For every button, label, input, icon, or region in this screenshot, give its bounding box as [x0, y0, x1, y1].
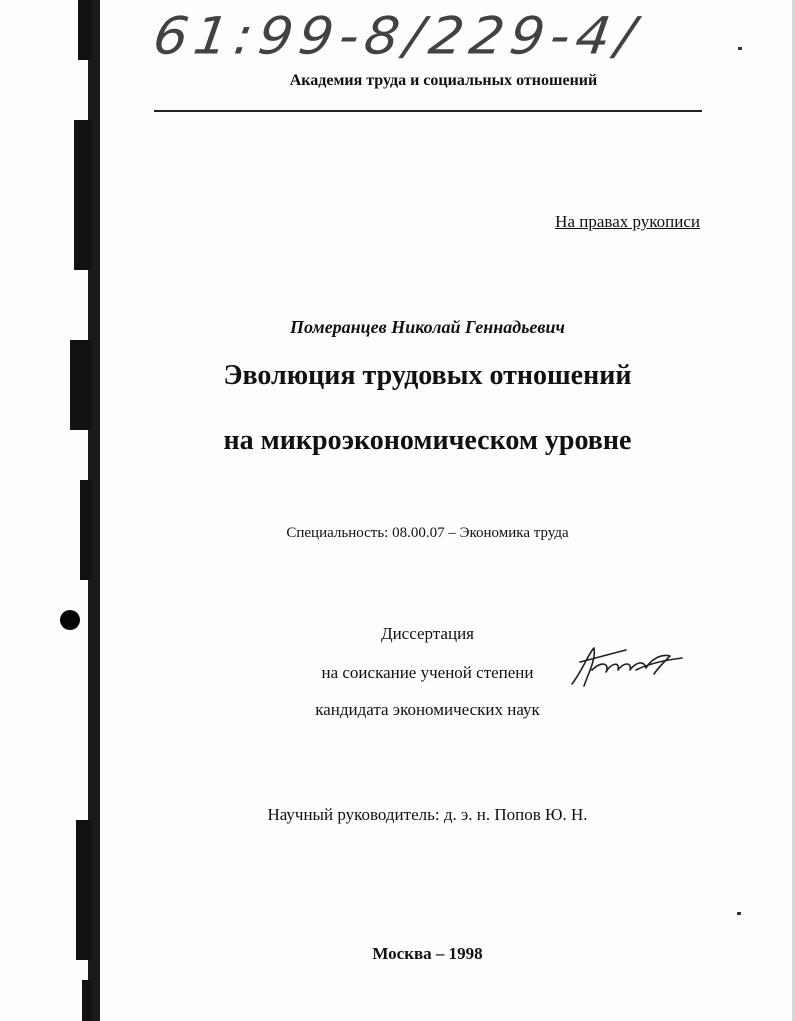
supervisor: Научный руководитель: д. э. н. Попов Ю. Н.: [267, 805, 588, 824]
dissertation-line-2: на соискание ученой степени: [321, 663, 534, 682]
city-year: Москва – 1998: [372, 944, 483, 963]
handwritten-signature: [566, 640, 686, 692]
stray-mark: [738, 47, 742, 50]
title-line-1: Эволюция трудовых отношений: [223, 360, 632, 391]
scan-edge-blob: [78, 0, 92, 60]
institution-name: Академия труда и социальных отношений: [289, 72, 598, 89]
dissertation-line-1: Диссертация: [380, 624, 474, 643]
dissertation-line-3: кандидата экономических наук: [315, 700, 540, 719]
specialty: Специальность: 08.00.07 – Экономика труда: [286, 525, 569, 541]
header-divider: [154, 110, 702, 112]
title-line-2: на микроэкономическом уровне: [223, 425, 632, 456]
author-name: Померанцев Николай Геннадьевич: [290, 317, 565, 337]
scan-edge-blob: [74, 120, 92, 270]
scan-edge-blob: [82, 980, 92, 1021]
stray-mark: [737, 912, 741, 915]
rights-note: На правах рукописи: [555, 212, 700, 231]
scan-edge-blob: [76, 820, 92, 960]
handwritten-number-text: 61:99-8/229-4/: [149, 6, 645, 66]
